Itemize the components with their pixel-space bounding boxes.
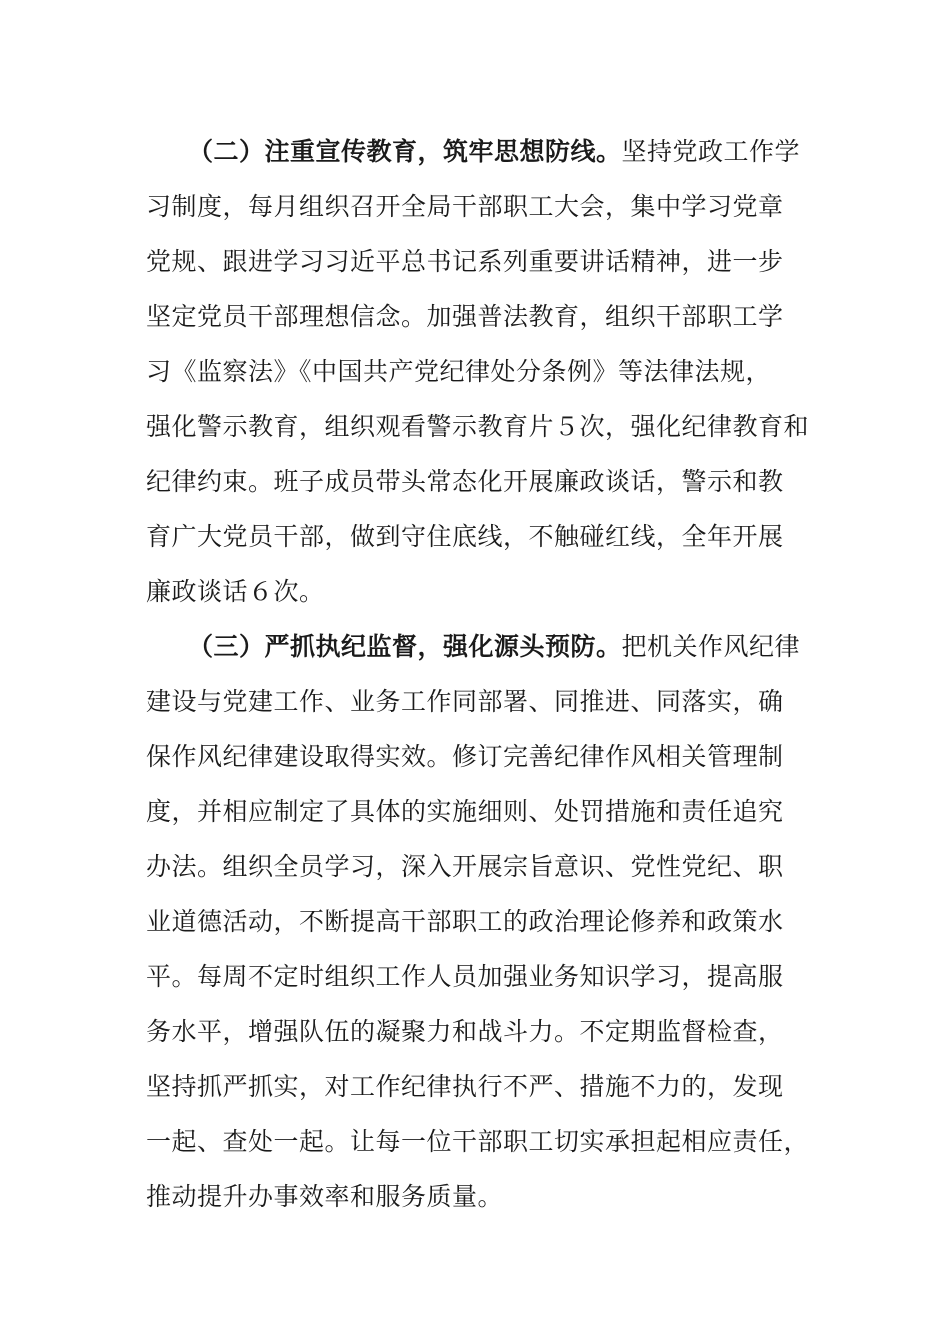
paragraph-2-line-1: [146, 619, 808, 674]
paragraph-1-text: 坚持党政工作学: [621, 137, 801, 166]
paragraph-2-heading: （三）严抓执纪监督，强化源头预防。: [188, 632, 622, 661]
paragraph-1-line-1: [146, 124, 808, 179]
paragraph-1-line-7: 纪律约束。班子成员带头常态化开展廉政谈话，警示和教: [146, 467, 784, 496]
paragraph-2-line-2: 建设与党建工作、业务工作同部署、同推进、同落实，确: [146, 687, 784, 716]
paragraph-1-line-9: 廉政谈话６次。: [146, 577, 325, 606]
paragraph-2-line-8: 务水平，增强队伍的凝聚力和战斗力。不定期监督检查，: [146, 1017, 784, 1046]
paragraph-2-line-6: 业道德活动，不断提高干部职工的政治理论修养和政策水: [146, 907, 784, 936]
paragraph-2-line-11: 推动提升办事效率和服务质量。: [146, 1182, 504, 1211]
paragraph-1-heading: （二）注重宣传教育，筑牢思想防线。: [188, 137, 622, 166]
paragraph-1-line-8: 育广大党员干部，做到守住底线，不触碰红线，全年开展: [146, 522, 784, 551]
paragraph-2-line-9: 坚持抓严抓实，对工作纪律执行不严、措施不力的，发现: [146, 1072, 784, 1101]
paragraph-2-line-4: 度，并相应制定了具体的实施细则、处罚措施和责任追究: [146, 797, 784, 826]
paragraph-2-line-7: 平。每周不定时组织工作人员加强业务知识学习，提高服: [146, 962, 784, 991]
document-body: [146, 124, 808, 1224]
paragraph-2-line-10: 一起、查处一起。让每一位干部职工切实承担起相应责任，: [146, 1127, 810, 1156]
paragraph-2-line-3: 保作风纪律建设取得实效。修订完善纪律作风相关管理制: [146, 742, 784, 771]
paragraph-1-line-5: 习《监察法》《中国共产党纪律处分条例》等法律法规，: [146, 357, 772, 386]
paragraph-1-line-2: 习制度，每月组织召开全局干部职工大会，集中学习党章: [146, 192, 784, 221]
paragraph-1-line-4: 坚定党员干部理想信念。加强普法教育，组织干部职工学: [146, 302, 784, 331]
paragraph-1-line-3: 党规、跟进学习习近平总书记系列重要讲话精神，进一步: [146, 247, 784, 276]
paragraph-2-line-5: 办法。组织全员学习，深入开展宗旨意识、党性党纪、职: [146, 852, 784, 881]
paragraph-1-line-6: 强化警示教育，组织观看警示教育片５次，强化纪律教育和: [146, 412, 810, 441]
paragraph-2-text: 把机关作风纪律: [621, 632, 801, 661]
